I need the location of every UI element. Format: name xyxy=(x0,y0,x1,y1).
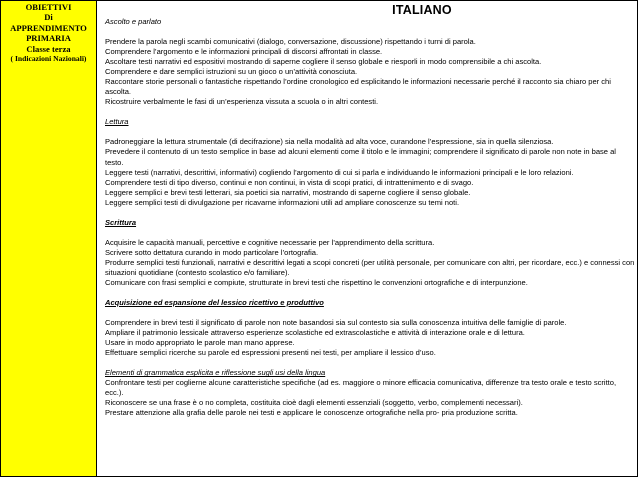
document-panel xyxy=(96,0,638,477)
section-line: Ampliare il patrimonio lessicale attraverso esperienze scolastiche ed extrascolastiche e attività di interazione orale e di lettura. xyxy=(105,328,525,338)
section-line: Comprendere e dare semplici istruzioni su un gioco o un’attività conosciuta. xyxy=(105,67,358,77)
section-line: Scrivere sotto dettatura curando in modo particolare l’ortografia. xyxy=(105,247,319,257)
section-line: Comprendere l’argomento e le informazioni principali di discorsi affrontati in classe. xyxy=(105,47,383,57)
sidebar-line-objectives: OBIETTIVI xyxy=(25,2,72,12)
sidebar-line-primaria: PRIMARIA xyxy=(26,33,71,44)
section-line: Leggere testi (narrativi, descrittivi, informativi) cogliendo l’argomento di cui si parla e individuando le informazioni principali e le loro relazioni. xyxy=(105,167,574,177)
sidebar-line-indicazioni: ( Indicazioni Nazionali) xyxy=(10,54,87,64)
section-line: Produrre semplici testi funzionali, narrativi e descrittivi legati a scopi concreti (per utilità personale, per comunicare con altri, per ricordare, ecc.) e connessi con situazioni quotidiane (contesto scolastico e/o familiare). xyxy=(105,257,635,277)
section-line: Comunicare con frasi semplici e compiute, strutturate in brevi testi che rispettino le convenzioni ortografiche e di interpunzione. xyxy=(105,277,528,287)
section-line: Confrontare testi per coglierne alcune caratteristiche specifiche (ad es. maggiore o minore efficacia comunicativa, differenze tra testo orale e testo scritto, ecc.). xyxy=(105,378,617,398)
section-line: Padroneggiare la lettura strumentale (di decifrazione) sia nella modalità ad alta voce, curandone l’espressione, sia in quella silenziosa. xyxy=(105,137,554,147)
section-line: Leggere semplici e brevi testi letterari, sia poetici sia narrativi, mostrando di saperne cogliere il senso globale. xyxy=(105,187,471,197)
section-heading-lessico: Acquisizione ed espansione del lessico ricettivo e produttivo xyxy=(105,298,324,308)
section-line: Raccontare storie personali o fantastiche rispettando l’ordine cronologico ed esplicitando le informazioni necessarie perché il racconto sia chiaro per chi ascolta. xyxy=(105,77,611,97)
section-heading-scrittura: Scrittura xyxy=(105,217,137,227)
section-line: Prestare attenzione alla grafia delle parole nei testi e applicare le conoscenze ortografiche nella pro- pria produzione scritta. xyxy=(105,408,518,418)
section-line: Comprendere in brevi testi il significato di parole non note basandosi sia sul contesto sia sulla conoscenza intuitiva delle famiglie di parole. xyxy=(105,318,567,328)
document-content xyxy=(105,17,635,419)
section-line: Ricostruire verbalmente le fasi di un’esperienza vissuta a scuola o in altri contesti. xyxy=(105,97,379,107)
document-title: ITALIANO xyxy=(392,3,452,17)
section-heading-lettura: Lettura xyxy=(105,117,129,127)
section-line: Acquisire le capacità manuali, percettive e cognitive necessarie per l’apprendimento della scrittura. xyxy=(105,237,435,247)
section-line: Riconoscere se una frase è o no completa, costituita cioè dagli elementi essenziali (soggetto, verbo, complementi necessari). xyxy=(105,398,523,408)
objectives-sidebar xyxy=(0,0,97,477)
section-line: Prendere la parola negli scambi comunicativi (dialogo, conversazione, discussione) rispettando i turni di parola. xyxy=(105,37,476,47)
section-line: Leggere semplici testi di divulgazione per ricavarne informazioni utili ad ampliare conoscenze su temi noti. xyxy=(105,197,460,207)
section-line: Usare in modo appropriato le parole man mano apprese. xyxy=(105,338,295,348)
section-heading-grammatica: Elementi di grammatica esplicita e riflessione sugli usi della lingua xyxy=(105,368,326,378)
section-line: Prevedere il contenuto di un testo semplice in base ad alcuni elementi come il titolo e le immagini; comprendere il significato di parole non note in base al testo. xyxy=(105,147,616,167)
section-line: Comprendere testi di tipo diverso, continui e non continui, in vista di scopi pratici, di intrattenimento e di svago. xyxy=(105,177,474,187)
section-line: Ascoltare testi narrativi ed espositivi mostrando di saperne cogliere il senso globale e riesporli in modo comprensibile a chi ascolta. xyxy=(105,57,542,67)
sidebar-line-class: Classe terza xyxy=(26,43,71,54)
sidebar-line-apprendimento: APPRENDIMENTO xyxy=(10,22,87,33)
sidebar-line-di: Di xyxy=(44,12,53,23)
section-line: Effettuare semplici ricerche su parole ed espressioni presenti nei testi, per ampliare il lessico d’uso. xyxy=(105,348,436,358)
section-heading-ascolto: Ascolto e parlato xyxy=(105,17,162,26)
